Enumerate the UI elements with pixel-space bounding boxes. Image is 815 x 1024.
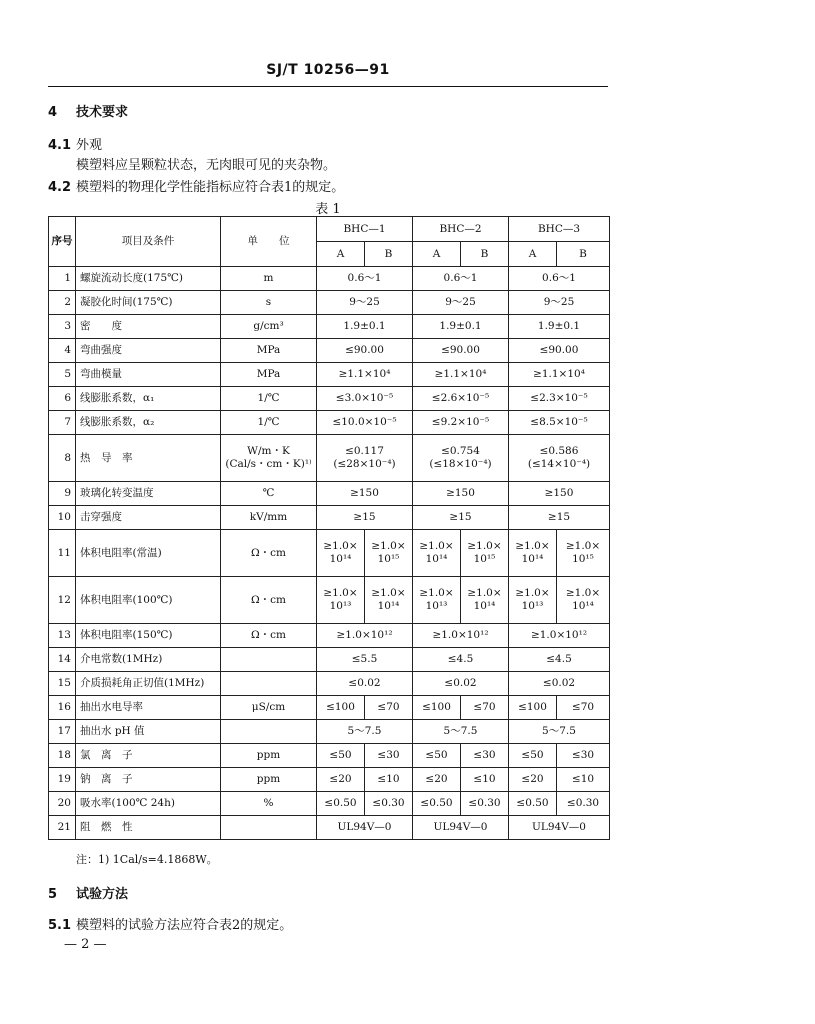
value-line-1: ≥1.0× — [467, 587, 502, 599]
header-rule — [48, 86, 608, 87]
value-cell-a: ≤50 — [509, 744, 557, 768]
row-item: 吸水率(100℃ 24h) — [76, 792, 221, 816]
value-cell: ≤0.02 — [509, 672, 610, 696]
value-cell: 0.6～1 — [317, 267, 413, 291]
row-item: 弯曲模量 — [76, 363, 221, 387]
subsection-4-1-body: 模塑料应呈颗粒状态，无肉眼可见的夹杂物。 — [76, 158, 337, 173]
value-cell: ≤0.02 — [317, 672, 413, 696]
row-unit — [221, 816, 317, 840]
value-line-1: ≥1.0× — [371, 540, 406, 552]
value-cell-a: ≤0.50 — [413, 792, 461, 816]
table-caption: 表 1 — [315, 202, 341, 217]
row-unit: m — [221, 267, 317, 291]
row-unit: 1/℃ — [221, 411, 317, 435]
row-item: 介质损耗角正切值(1MHz) — [76, 672, 221, 696]
row-number: 20 — [49, 792, 76, 816]
table-row — [49, 624, 610, 648]
value-cell-a: ≤50 — [317, 744, 365, 768]
value-cell-a: ≤20 — [317, 768, 365, 792]
value-cell-b: ≤0.30 — [461, 792, 509, 816]
header-sub-b: B — [461, 242, 509, 267]
value-line-1: ≥1.0× — [371, 587, 406, 599]
table-row — [49, 267, 610, 291]
value-cell-b: ≤30 — [461, 744, 509, 768]
value-cell — [413, 435, 509, 482]
row-number: 17 — [49, 720, 76, 744]
table-row — [49, 530, 610, 577]
value-cell: ≤9.2×10⁻⁵ — [413, 411, 509, 435]
value-line-2: 10¹⁵ — [473, 553, 496, 565]
value-line-2: 10¹³ — [329, 600, 352, 612]
value-cell: ≤10.0×10⁻⁵ — [317, 411, 413, 435]
header-sub-a: A — [509, 242, 557, 267]
row-number: 5 — [49, 363, 76, 387]
value-cell: 0.6～1 — [413, 267, 509, 291]
header-sub-a: A — [317, 242, 365, 267]
header-unit: 单 位 — [221, 217, 317, 267]
value-line-2: 10¹³ — [521, 600, 544, 612]
page-number: — 2 — — [64, 937, 107, 952]
value-cell-a: ≤100 — [509, 696, 557, 720]
value-cell: ≤3.0×10⁻⁵ — [317, 387, 413, 411]
value-cell: ≤5.5 — [317, 648, 413, 672]
row-unit: Ω・cm — [221, 624, 317, 648]
table-row — [49, 672, 610, 696]
table-row — [49, 744, 610, 768]
value-cell-b: ≤30 — [365, 744, 413, 768]
row-number: 21 — [49, 816, 76, 840]
value-cell: ≤2.6×10⁻⁵ — [413, 387, 509, 411]
section-title: 技术要求 — [76, 105, 129, 120]
value-cell: ≤8.5×10⁻⁵ — [509, 411, 610, 435]
value-line-2: 10¹⁴ — [572, 600, 594, 612]
value-cell: 9～25 — [317, 291, 413, 315]
value-cell: ≥1.0×10¹² — [317, 624, 413, 648]
value-line-1: ≤0.586 — [539, 445, 579, 457]
table-row — [49, 648, 610, 672]
row-unit: μS/cm — [221, 696, 317, 720]
subsection-4-2-text — [48, 176, 344, 195]
value-cell: 9～25 — [413, 291, 509, 315]
subsection-5-1-text — [48, 914, 292, 933]
value-line-1: ≥1.0× — [565, 540, 601, 552]
value-cell-b: ≤10 — [461, 768, 509, 792]
value-cell: ≥1.0×10¹² — [413, 624, 509, 648]
value-cell: ≤4.5 — [509, 648, 610, 672]
value-line-2: 10¹⁵ — [572, 553, 594, 565]
value-cell-a: ≤50 — [413, 744, 461, 768]
value-cell: ≤90.00 — [509, 339, 610, 363]
table-row — [49, 720, 610, 744]
value-cell-b — [557, 530, 610, 577]
row-item: 介电常数(1MHz) — [76, 648, 221, 672]
value-cell-b — [461, 577, 509, 624]
row-unit — [221, 435, 317, 482]
value-cell-b: ≤70 — [461, 696, 509, 720]
row-number: 10 — [49, 506, 76, 530]
row-item: 抽出水电导率 — [76, 696, 221, 720]
value-cell-b — [365, 530, 413, 577]
row-item: 热 导 率 — [76, 435, 221, 482]
value-cell: ≥15 — [413, 506, 509, 530]
table-row — [49, 792, 610, 816]
table-row — [49, 816, 610, 840]
table-row — [49, 768, 610, 792]
row-number: 1 — [49, 267, 76, 291]
value-line-2: (≤18×10⁻⁴) — [429, 458, 492, 470]
value-cell-a: ≤0.50 — [509, 792, 557, 816]
value-cell: ≥150 — [413, 482, 509, 506]
row-item: 线膨胀系数，α₂ — [76, 411, 221, 435]
section-number: 4 — [48, 105, 58, 120]
value-cell-a: ≤100 — [317, 696, 365, 720]
value-cell: ≤90.00 — [413, 339, 509, 363]
table-row — [49, 435, 610, 482]
value-cell — [509, 435, 610, 482]
value-cell: ≥1.1×10⁴ — [317, 363, 413, 387]
row-unit: MPa — [221, 363, 317, 387]
row-unit: ppm — [221, 768, 317, 792]
value-line-2: (≤14×10⁻⁴) — [527, 458, 591, 470]
row-unit — [221, 720, 317, 744]
value-line-2: (≤28×10⁻⁴) — [333, 458, 396, 470]
value-line-1: ≤0.754 — [441, 445, 480, 457]
value-cell: 5～7.5 — [413, 720, 509, 744]
subsection-number: 4.2 — [48, 180, 72, 195]
table-row — [49, 506, 610, 530]
row-number: 7 — [49, 411, 76, 435]
row-unit: s — [221, 291, 317, 315]
document-code-header: SJ/T 10256—91 — [266, 62, 390, 78]
value-line-2: 10¹⁴ — [377, 600, 400, 612]
row-unit: MPa — [221, 339, 317, 363]
value-cell-a — [509, 577, 557, 624]
row-number: 11 — [49, 530, 76, 577]
row-number: 15 — [49, 672, 76, 696]
value-cell-a — [317, 577, 365, 624]
value-cell: ≥150 — [317, 482, 413, 506]
subsection-number: 5.1 — [48, 918, 72, 933]
value-line-1: ≥1.0× — [419, 587, 454, 599]
unit-line-1: W/m・K — [247, 445, 290, 457]
value-cell: 5～7.5 — [509, 720, 610, 744]
properties-table — [48, 216, 610, 840]
row-item: 凝胶化时间(175℃) — [76, 291, 221, 315]
header-sub-a: A — [413, 242, 461, 267]
row-number: 9 — [49, 482, 76, 506]
value-cell: UL94V—0 — [509, 816, 610, 840]
header-group-bhc1: BHC—1 — [317, 217, 413, 242]
value-cell: 0.6～1 — [509, 267, 610, 291]
value-cell-a: ≤100 — [413, 696, 461, 720]
row-item: 玻璃化转变温度 — [76, 482, 221, 506]
section-5-heading — [48, 883, 128, 902]
row-number: 19 — [49, 768, 76, 792]
row-unit — [221, 672, 317, 696]
row-item: 氯 离 子 — [76, 744, 221, 768]
value-cell-b: ≤0.30 — [557, 792, 610, 816]
subsection-number: 4.1 — [48, 138, 72, 153]
row-unit: ppm — [221, 744, 317, 768]
value-cell-a: ≤20 — [413, 768, 461, 792]
table-row — [49, 315, 610, 339]
value-cell-a: ≤20 — [509, 768, 557, 792]
value-cell-b: ≤30 — [557, 744, 610, 768]
value-cell: ≤90.00 — [317, 339, 413, 363]
subsection-body: 模塑料的试验方法应符合表2的规定。 — [76, 918, 293, 933]
subsection-4-1-heading — [48, 134, 102, 153]
value-cell: 9～25 — [509, 291, 610, 315]
value-cell: 5～7.5 — [317, 720, 413, 744]
section-4-heading — [48, 101, 128, 120]
row-unit: ℃ — [221, 482, 317, 506]
row-item: 抽出水 pH 值 — [76, 720, 221, 744]
row-item: 体积电阻率(150℃) — [76, 624, 221, 648]
value-cell-a: ≤0.50 — [317, 792, 365, 816]
table-row — [49, 339, 610, 363]
value-cell-b: ≤70 — [365, 696, 413, 720]
value-cell-b — [461, 530, 509, 577]
value-cell-a — [413, 530, 461, 577]
header-item: 项目及条件 — [76, 217, 221, 267]
row-item: 钠 离 子 — [76, 768, 221, 792]
value-line-2: 10¹⁵ — [377, 553, 400, 565]
row-number: 18 — [49, 744, 76, 768]
value-cell — [317, 435, 413, 482]
value-cell: 1.9±0.1 — [413, 315, 509, 339]
row-item: 密 度 — [76, 315, 221, 339]
row-number: 2 — [49, 291, 76, 315]
row-item: 线膨胀系数，α₁ — [76, 387, 221, 411]
header-group-bhc2: BHC—2 — [413, 217, 509, 242]
value-line-1: ≥1.0× — [467, 540, 502, 552]
value-cell: UL94V—0 — [317, 816, 413, 840]
value-cell: ≥15 — [317, 506, 413, 530]
table-row — [49, 411, 610, 435]
value-cell: ≥150 — [509, 482, 610, 506]
unit-line-2: (Cal/s・cm・K)¹⁾ — [225, 458, 312, 470]
value-line-1: ≥1.0× — [419, 540, 454, 552]
value-line-1: ≥1.0× — [565, 587, 601, 599]
row-item: 弯曲强度 — [76, 339, 221, 363]
row-unit: Ω・cm — [221, 530, 317, 577]
value-cell: ≥1.1×10⁴ — [509, 363, 610, 387]
value-cell: ≥15 — [509, 506, 610, 530]
header-sub-b: B — [557, 242, 610, 267]
value-cell-a — [509, 530, 557, 577]
row-unit: Ω・cm — [221, 577, 317, 624]
row-unit: % — [221, 792, 317, 816]
value-line-1: ≥1.0× — [515, 540, 550, 552]
table-row — [49, 696, 610, 720]
row-unit — [221, 648, 317, 672]
value-cell: ≤0.02 — [413, 672, 509, 696]
row-number: 3 — [49, 315, 76, 339]
value-line-1: ≤0.117 — [345, 445, 384, 457]
row-item: 击穿强度 — [76, 506, 221, 530]
value-cell-a — [317, 530, 365, 577]
header-seq: 序号 — [49, 217, 76, 267]
value-line-2: 10¹³ — [425, 600, 448, 612]
value-line-2: 10¹⁴ — [329, 553, 352, 565]
section-title: 试验方法 — [76, 887, 129, 902]
table-row — [49, 363, 610, 387]
row-number: 14 — [49, 648, 76, 672]
value-cell: ≥1.0×10¹² — [509, 624, 610, 648]
header-group-bhc3: BHC—3 — [509, 217, 610, 242]
row-unit: 1/℃ — [221, 387, 317, 411]
row-item: 体积电阻率(100℃) — [76, 577, 221, 624]
row-unit: kV/mm — [221, 506, 317, 530]
value-cell-b — [365, 577, 413, 624]
value-cell: UL94V—0 — [413, 816, 509, 840]
value-cell: 1.9±0.1 — [317, 315, 413, 339]
value-cell: ≤4.5 — [413, 648, 509, 672]
section-number: 5 — [48, 887, 58, 902]
row-item: 体积电阻率(常温) — [76, 530, 221, 577]
subsection-body: 模塑料的物理化学性能指标应符合表1的规定。 — [76, 180, 345, 195]
row-number: 13 — [49, 624, 76, 648]
row-number: 8 — [49, 435, 76, 482]
value-line-1: ≥1.0× — [323, 587, 358, 599]
value-cell-b: ≤70 — [557, 696, 610, 720]
value-line-2: 10¹⁴ — [521, 553, 544, 565]
row-number: 16 — [49, 696, 76, 720]
value-line-2: 10¹⁴ — [473, 600, 496, 612]
value-cell: ≤2.3×10⁻⁵ — [509, 387, 610, 411]
subsection-title: 外观 — [76, 138, 103, 153]
value-line-1: ≥1.0× — [515, 587, 550, 599]
value-cell-b: ≤0.30 — [365, 792, 413, 816]
row-item: 阻 燃 性 — [76, 816, 221, 840]
row-number: 12 — [49, 577, 76, 624]
value-line-2: 10¹⁴ — [425, 553, 448, 565]
row-number: 6 — [49, 387, 76, 411]
row-number: 4 — [49, 339, 76, 363]
table-footnote: 注：1) 1Cal/s=4.1868W。 — [76, 853, 218, 866]
value-cell-b — [557, 577, 610, 624]
value-cell-b: ≤10 — [365, 768, 413, 792]
value-cell-b: ≤10 — [557, 768, 610, 792]
table-row — [49, 577, 610, 624]
row-item: 螺旋流动长度(175℃) — [76, 267, 221, 291]
row-unit: g/cm³ — [221, 315, 317, 339]
value-line-1: ≥1.0× — [323, 540, 358, 552]
header-sub-b: B — [365, 242, 413, 267]
value-cell: ≥1.1×10⁴ — [413, 363, 509, 387]
table-row — [49, 291, 610, 315]
table-row — [49, 482, 610, 506]
value-cell-a — [413, 577, 461, 624]
table-row — [49, 387, 610, 411]
value-cell: 1.9±0.1 — [509, 315, 610, 339]
